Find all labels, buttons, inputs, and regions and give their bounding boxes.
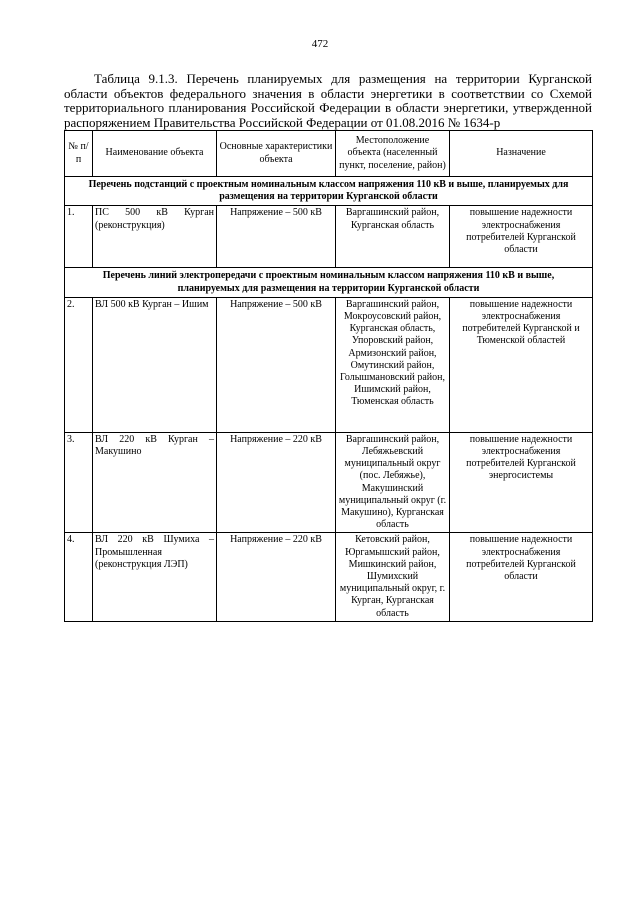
energy-objects-table <box>64 130 593 622</box>
cell-num: 3. <box>65 432 93 533</box>
table-row <box>65 206 593 268</box>
cell-purpose: повышение надежности электроснабжения потребителей Курганской области <box>450 533 593 621</box>
cell-location: Варгашинский район, Мокроусовский район, Курганская область, Упоровский район, Армизонский район, Омутинский район, Голышмановский район, Ишимский район, Тюменская область <box>336 297 450 432</box>
page-number: 472 <box>311 38 329 50</box>
section-title: Перечень подстанций с проектным номинальным классом напряжения 110 кВ и выше, планируемых для размещения на территории Курганской области <box>65 177 593 206</box>
header-chars: Основные характеристики объекта <box>217 131 336 177</box>
table-header-row <box>65 131 593 177</box>
cell-num: 4. <box>65 533 93 621</box>
cell-chars: Напряжение – 220 кВ <box>217 533 336 621</box>
section-heading-power-lines <box>65 268 593 297</box>
cell-location: Кетовский район, Юргамышский район, Мишкинский район, Шумихский муниципальный округ, г. Курган, Курганская область <box>336 533 450 621</box>
header-purpose: Назначение <box>450 131 593 177</box>
cell-num: 1. <box>65 206 93 268</box>
cell-purpose: повышение надежности электроснабжения потребителей Курганской области <box>450 206 593 268</box>
cell-location: Варгашинский район, Курганская область <box>336 206 450 268</box>
cell-name: ВЛ 220 кВ Шумиха – Промышленная (реконструкция ЛЭП) <box>93 533 217 621</box>
table-row <box>65 533 593 621</box>
cell-purpose: повышение надежности электроснабжения потребителей Курганской энергосистемы <box>450 432 593 533</box>
header-num: № п/п <box>65 131 93 177</box>
cell-name: ВЛ 500 кВ Курган – Ишим <box>93 297 217 432</box>
cell-chars: Напряжение – 500 кВ <box>217 297 336 432</box>
table-row <box>65 297 593 432</box>
cell-name: ВЛ 220 кВ Курган – Макушино <box>93 432 217 533</box>
cell-purpose: повышение надежности электроснабжения потребителей Курганской и Тюменской областей <box>450 297 593 432</box>
cell-location: Варгашинский район, Лебяжьевский муниципальный округ (пос. Лебяжье), Макушинский муниципальный округ (г. Макушино), Курганская область <box>336 432 450 533</box>
header-name: Наименование объекта <box>93 131 217 177</box>
table-caption: Таблица 9.1.3. Перечень планируемых для размещения на территории Курганской области объектов федерального значения в области энергетики в соответствии со Схемой территориального планирования Российской Федерации в области энергетики, утвержденной распоряжением Правительства Российской Федерации от 01.08.2016 № 1634-р <box>64 71 592 130</box>
section-title: Перечень линий электропередачи с проектным номинальным классом напряжения 110 кВ и выше, планируемых для размещения на территории Курганской области <box>65 268 593 297</box>
section-heading-substations <box>65 177 593 206</box>
table-row <box>65 432 593 533</box>
header-location: Местоположение объекта (населенный пункт, поселение, район) <box>336 131 450 177</box>
cell-chars: Напряжение – 220 кВ <box>217 432 336 533</box>
cell-num: 2. <box>65 297 93 432</box>
cell-chars: Напряжение – 500 кВ <box>217 206 336 268</box>
cell-name: ПС 500 кВ Курган (реконструкция) <box>93 206 217 268</box>
